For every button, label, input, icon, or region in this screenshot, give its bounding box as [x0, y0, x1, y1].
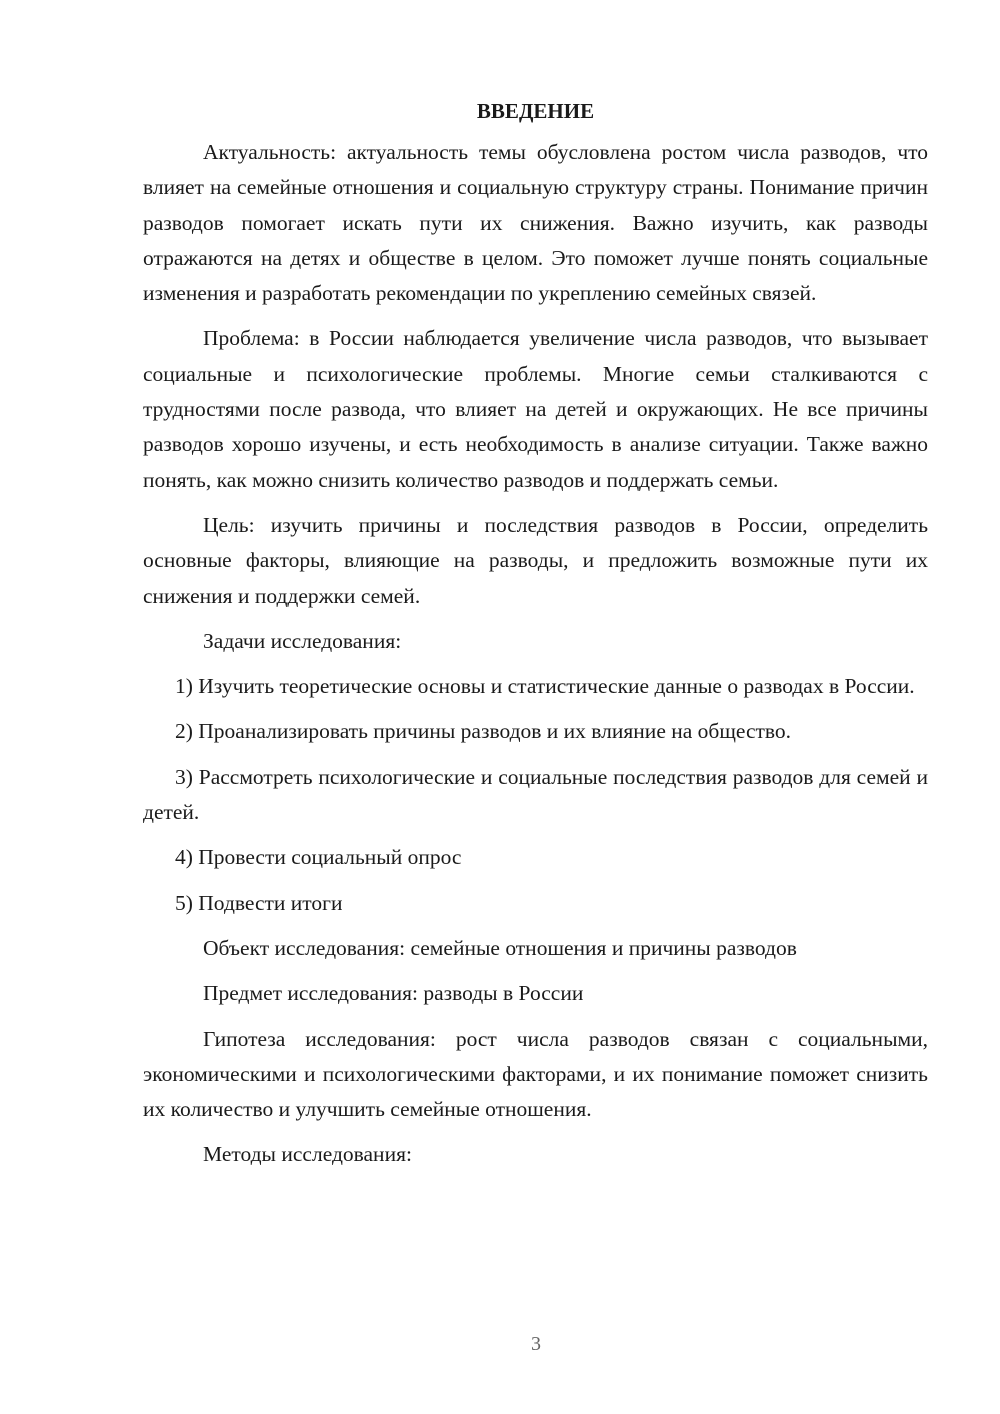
task-item-3: 3) Рассмотреть психологические и социальные последствия разводов для семей и детей.: [143, 764, 928, 825]
paragraph-methods: Методы исследования:: [203, 1142, 412, 1167]
paragraph-relevance: Актуальность: актуальность темы обусловлена ростом числа разводов, что влияет на семейные отношения и социальную структуру страны. Понимание причин разводов помогает искать пути их снижения. Важно изучить, как разводы отражаются на детях и обществе в целом. Это поможет лучше понять социальные изменения и разработать рекомендации по укреплению семейных связей.: [143, 140, 928, 306]
task-item-4: 4) Провести социальный опрос: [175, 845, 462, 870]
paragraph-subject: Предмет исследования: разводы в России: [203, 981, 584, 1006]
page-number: 3: [531, 1333, 541, 1355]
paragraph-goal: Цель: изучить причины и последствия разводов в России, определить основные факторы, влияющие на разводы, и предложить возможные пути их снижения и поддержки семей.: [143, 512, 928, 608]
section-title: ВВЕДЕНИЕ: [476, 99, 595, 123]
task-item-5: 5) Подвести итоги: [175, 890, 343, 915]
paragraph-object: Объект исследования: семейные отношения и причины разводов: [203, 935, 797, 960]
paragraph-hypothesis: Гипотеза исследования: рост числа разводов связан с социальными, экономическими и психологическими факторами, и их понимание поможет снизить их количество и улучшить семейные отношения.: [143, 1026, 928, 1122]
document-body: [143, 94, 928, 1173]
task-item-2: 2) Проанализировать причины разводов и их влияние на общество.: [175, 719, 792, 744]
tasks-heading: Задачи исследования:: [203, 628, 402, 653]
paragraph-problem: Проблема: в России наблюдается увеличение числа разводов, что вызывает социальные и психологические проблемы. Многие семьи сталкиваются с трудностями после развода, что влияет на детей и окружающих. Не все причины разводов хорошо изучены, и есть необходимость в анализе ситуации. Также важно понять, как можно снизить количество разводов и поддержать семьи.: [143, 326, 928, 492]
task-item-1: 1) Изучить теоретические основы и статистические данные о разводах в России.: [175, 674, 915, 699]
